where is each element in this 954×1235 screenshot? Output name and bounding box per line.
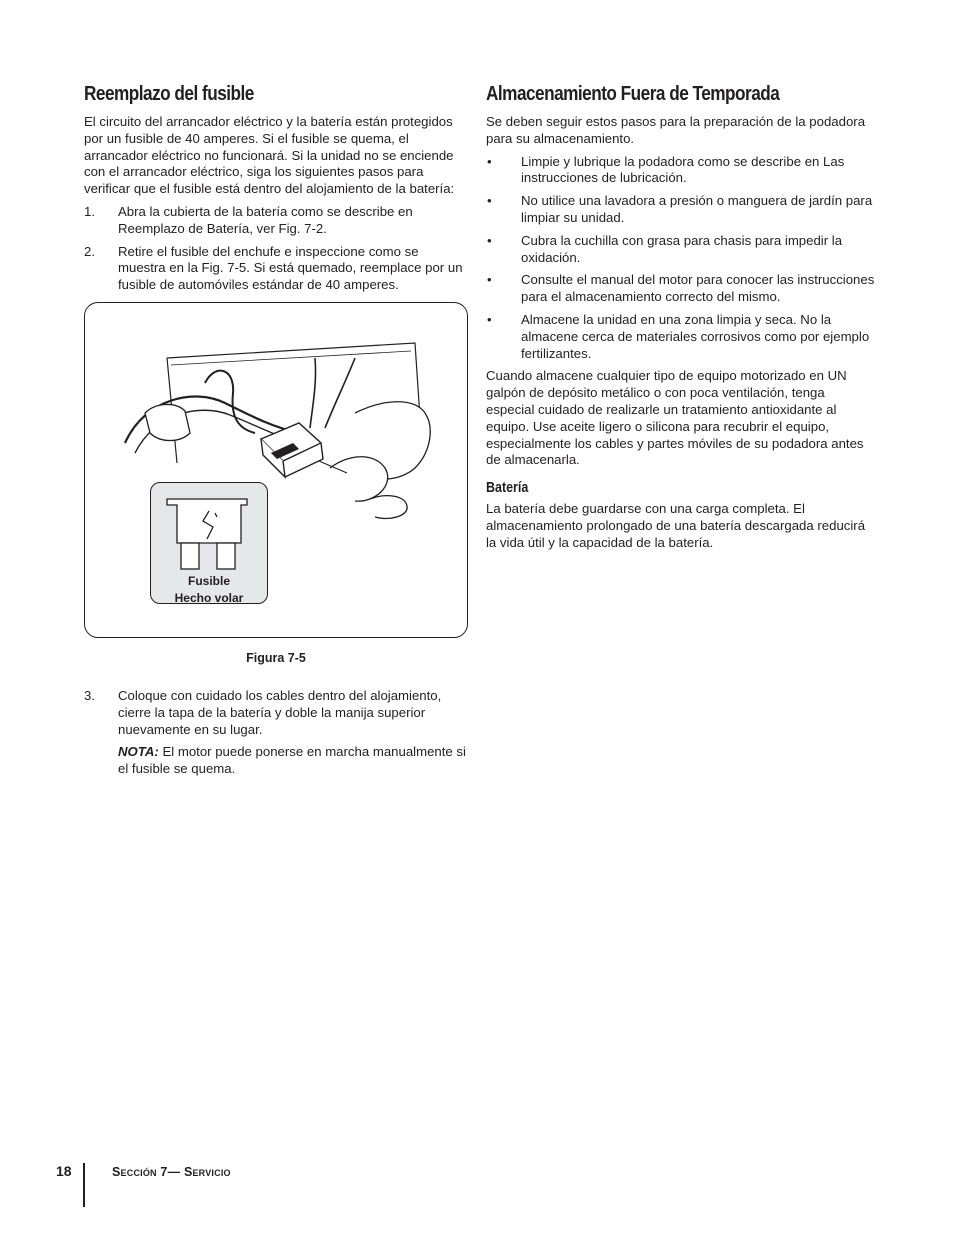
- fuse-inset: [150, 482, 268, 604]
- step-3-block: [84, 688, 468, 784]
- battery-text: La batería debe guardarse con una carga completa. El almacenamiento prolongado de una batería descargada reducirá la vida útil y la capacidad de la batería.: [486, 501, 866, 550]
- bullet: •: [487, 232, 492, 248]
- blown-fuse-icon: [151, 483, 267, 573]
- storage-intro: Se deben seguir estos pasos para la preparación de la podadora para su almacenamiento.: [486, 114, 866, 146]
- list-item-text: Consulte el manual del motor para conocer las instrucciones para el almacenamiento correcto del mismo.: [521, 272, 875, 305]
- step-1: [84, 204, 468, 238]
- battery-title: Batería: [486, 480, 529, 497]
- footer-section-title: Sección 7— Servicio: [112, 1165, 231, 1179]
- step-3: [84, 688, 468, 738]
- list-item: [486, 312, 876, 362]
- list-item-text: No utilice una lavadora a presión o manguera de jardín para limpiar su unidad.: [521, 193, 873, 225]
- step-text: Retire el fusible del enchufe e inspeccione como se muestra en la Fig. 7-5. Si está quemado, reemplace por un fusible de automóviles estándar de 40 amperes.: [118, 243, 463, 293]
- section-title-storage: Almacenamiento Fuera de Temporada: [486, 83, 780, 105]
- list-item-text: Cubra la cuchilla con grasa para chasis para impedir la oxidación.: [521, 232, 843, 265]
- step-text: Abra la cubierta de la batería como se describe en Reemplazo de Batería, ver Fig. 7-2.: [118, 203, 413, 236]
- right-column: [486, 82, 876, 558]
- step-number: 3.: [84, 688, 95, 703]
- fuse-intro: El circuito del arrancador eléctrico y la batería están protegidos por un fusible de 40 amperes. Si el fusible se quema, el arrancador eléctrico no funcionará. Si la unidad no se enciende con el arrancador eléctrico, siga los siguientes pasos para verificar que el fusible está dentro del alojamiento de la batería:: [84, 114, 455, 197]
- fuse-label: Fusible: [187, 574, 230, 588]
- left-column: [84, 82, 468, 300]
- bullet: •: [487, 193, 492, 209]
- bullet: •: [487, 311, 492, 327]
- step-text: Coloque con cuidado los cables dentro del alojamiento, cierre la tapa de la batería y doble la manija superior nuevamente en su lugar.: [118, 688, 442, 737]
- storage-paragraph: Cuando almacene cualquier tipo de equipo motorizado en UN galpón de depósito metálico o con poca ventilación, tenga especial cuidado de realizarle un tratamiento antioxidante al equipo. Use aceite ligero o silicona para recubrir el equipo, especialmente los cables y partes móviles de su podadora antes de almacenarla.: [486, 368, 864, 468]
- figure-caption: Figura 7-5: [246, 651, 306, 665]
- figure-7-5: [84, 302, 468, 638]
- step-2: [84, 244, 468, 294]
- page-number: 18: [56, 1163, 72, 1179]
- step-number: 1.: [84, 203, 95, 219]
- list-item: [486, 233, 876, 267]
- section-title-fuse: Reemplazo del fusible: [84, 83, 254, 105]
- blown-label: Hecho volar: [174, 591, 244, 605]
- bullet: •: [487, 272, 492, 288]
- list-item: [486, 154, 876, 188]
- note: [118, 744, 468, 778]
- note-text: El motor puede ponerse en marcha manualmente si el fusible se quema.: [118, 744, 466, 777]
- note-label: NOTA:: [118, 744, 159, 760]
- footer-divider: [83, 1163, 85, 1207]
- list-item-text: Limpie y lubrique la podadora como se describe en Las instrucciones de lubricación.: [521, 153, 845, 186]
- list-item: [486, 272, 876, 306]
- list-item-text: Almacene la unidad en una zona limpia y seca. No la almacene cerca de materiales corrosivos como por ejemplo fertilizantes.: [521, 311, 870, 361]
- bullet: •: [487, 153, 492, 169]
- step-number: 2.: [84, 243, 95, 259]
- list-item: [486, 193, 876, 227]
- fuse-illustration: [85, 303, 467, 637]
